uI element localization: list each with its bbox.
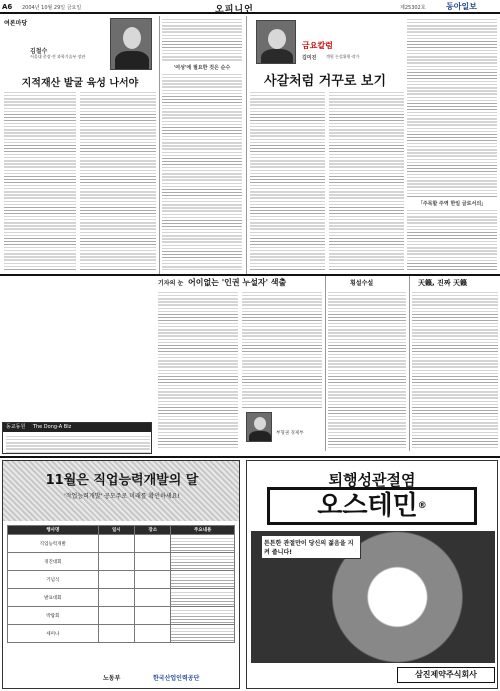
directory-title: 동교동원 [6, 424, 26, 430]
table-cell: 직업능력개발 [8, 535, 99, 553]
table-header: 장소 [135, 526, 171, 535]
author-photo [110, 18, 152, 70]
column-tag: 기자의 눈 [158, 280, 184, 287]
table-header: 주요내용 [171, 526, 235, 535]
ad-subheadline: '작업능력개발' 공모주로 미래를 확인하세요! [64, 493, 180, 500]
author-photo [256, 20, 296, 64]
author-description: 서울대 총장·전 과학기술부 장관 [30, 54, 86, 59]
author-description: 객원 논설위원·작가 [326, 54, 360, 59]
article-body [162, 17, 242, 62]
edition-number: 제25302호 [400, 5, 426, 11]
article-body [407, 17, 497, 197]
article-body [329, 90, 404, 270]
newspaper-logo: 동아일보 [446, 2, 477, 11]
page-number: A6 [2, 3, 13, 11]
table-cell: 발표대회 [8, 589, 99, 607]
subheadline: 「주목할 주역 한일 글로서의」 [417, 201, 487, 207]
column-tag: 여론마당 [4, 20, 28, 27]
author-name: 김미진 [302, 55, 317, 61]
headline: 사갈처럼 거꾸로 보기 [263, 74, 387, 89]
table-cell: 경진대회 [8, 553, 99, 571]
issue-date: 2004년 10월 29일 금요일 [22, 5, 82, 11]
article-body [162, 72, 242, 270]
vocational-training-ad [2, 460, 240, 689]
reporter-photo [246, 412, 272, 442]
article-body [4, 90, 76, 270]
business-directory-ad [2, 422, 152, 454]
column-tag: 天籟, 진짜 天籟 [418, 279, 468, 287]
medicine-ad [246, 460, 498, 689]
ad-headline: 퇴행성관절염 [328, 471, 416, 489]
headline: 지적재산 발굴 육성 나서야 [21, 78, 139, 89]
sponsor-name: 노동부 [103, 675, 121, 682]
table-cell: 세미나 [8, 625, 99, 643]
article-body [242, 290, 322, 410]
article-body [80, 90, 156, 270]
article-body [250, 90, 325, 270]
page-header [0, 0, 500, 14]
table-cell: 기념식 [8, 571, 99, 589]
table-header: 일시 [98, 526, 134, 535]
article-body [407, 208, 497, 270]
table-cell: 박람회 [8, 607, 99, 625]
ad-headline: 11월은 직업능력개발의 달 [45, 473, 199, 488]
author-name: 김철수 [30, 48, 48, 55]
table-header: 행사명 [8, 526, 99, 535]
organization-name: 한국산업인력공단 [153, 675, 200, 682]
company-name: 삼진제약주식회사 [397, 667, 495, 683]
column-tag: 금요칼럼 [302, 41, 333, 50]
article-body [158, 290, 238, 450]
directory-subtitle: The Dong-A Blz [32, 424, 72, 430]
product-name: 오스테민® [267, 487, 477, 525]
headline: 어이없는 '인권 누설자' 색출 [188, 278, 287, 287]
event-schedule-table [7, 525, 235, 643]
column-tag: 횡설수설 [350, 280, 374, 287]
subheadline: '여성'에 필요한 것은 순수 [173, 65, 231, 71]
reporter-name: 부형권 경제부 [276, 431, 304, 436]
ad-callout: 튼튼한 관절만이 당신의 젊음을 지켜 줍니다! [261, 535, 361, 559]
article-body [328, 290, 406, 450]
section-title: 오피니언 [215, 5, 254, 15]
article-body [412, 290, 498, 450]
